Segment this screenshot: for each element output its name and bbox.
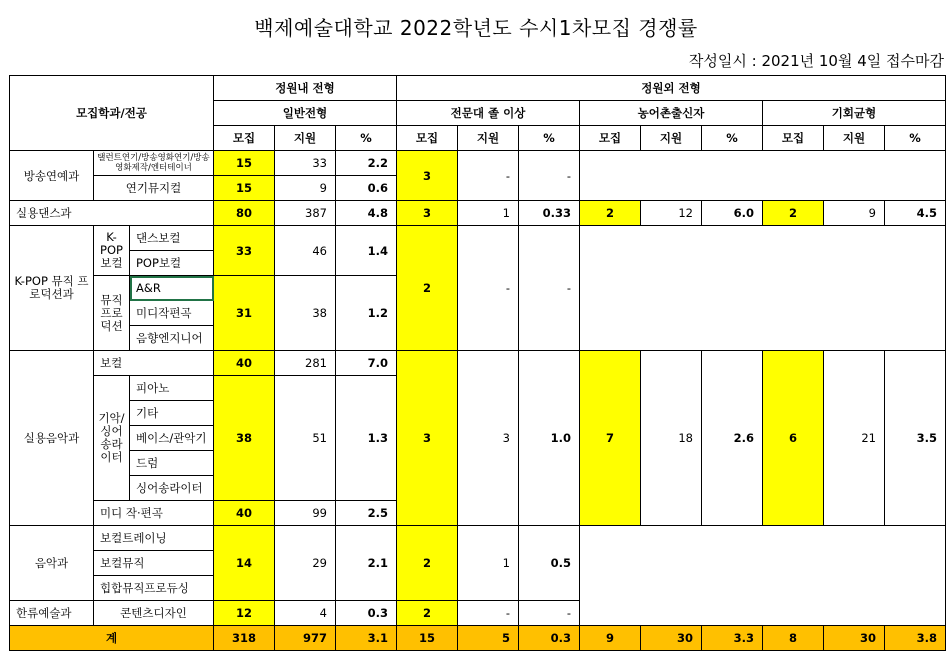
- value-cell: -: [519, 151, 580, 201]
- competition-table: [9, 75, 946, 651]
- value-cell: 9: [824, 201, 885, 226]
- value-cell: 2: [397, 601, 458, 626]
- value-cell: 80: [214, 201, 275, 226]
- header-m: 모집: [214, 126, 275, 151]
- total-cell: 0.3: [519, 626, 580, 651]
- value-cell: 4.5: [885, 201, 946, 226]
- header-p: %: [702, 126, 763, 151]
- value-cell: 0.5: [519, 526, 580, 601]
- total-cell: 8: [763, 626, 824, 651]
- total-cell: 977: [275, 626, 336, 651]
- value-cell: 2.6: [702, 351, 763, 526]
- value-cell: 3: [397, 201, 458, 226]
- value-cell: 40: [214, 501, 275, 526]
- major-cell: POP보컬: [130, 251, 214, 276]
- major-cell: 드럼: [130, 451, 214, 476]
- header-j: 지원: [458, 126, 519, 151]
- value-cell: 281: [275, 351, 336, 376]
- value-cell: 1.3: [336, 376, 397, 501]
- total-cell: 30: [641, 626, 702, 651]
- value-cell: 38: [275, 276, 336, 351]
- header-j: 지원: [824, 126, 885, 151]
- value-cell: 1.0: [519, 351, 580, 526]
- empty-cell: [580, 226, 946, 351]
- header-m: 모집: [763, 126, 824, 151]
- value-cell: 15: [214, 176, 275, 201]
- header-outer: 정원외 전형: [397, 76, 946, 101]
- value-cell: 1.2: [336, 276, 397, 351]
- total-cell: 3.1: [336, 626, 397, 651]
- major-cell: 댄스보컬: [130, 226, 214, 251]
- value-cell: 6: [763, 351, 824, 526]
- total-cell: 9: [580, 626, 641, 651]
- dept-cell: 방송연예과: [10, 151, 94, 201]
- header-j: 지원: [275, 126, 336, 151]
- major-cell: 연기뮤지컬: [94, 176, 214, 201]
- major-cell: 베이스/관악기: [130, 426, 214, 451]
- dept-cell: 한류예술과: [10, 601, 94, 626]
- value-cell: 33: [275, 151, 336, 176]
- header-m: 모집: [580, 126, 641, 151]
- value-cell: 21: [824, 351, 885, 526]
- value-cell: -: [458, 151, 519, 201]
- value-cell: 3: [397, 151, 458, 201]
- major-cell: 보컬: [94, 351, 214, 376]
- value-cell: 29: [275, 526, 336, 601]
- major-cell: 미디작편곡: [130, 301, 214, 326]
- value-cell: 2: [397, 226, 458, 351]
- header-equal: 기회균형: [763, 101, 946, 126]
- value-cell: 2: [397, 526, 458, 601]
- header-p: %: [519, 126, 580, 151]
- value-cell: 1: [458, 526, 519, 601]
- value-cell: 4.8: [336, 201, 397, 226]
- value-cell: 0.6: [336, 176, 397, 201]
- value-cell: -: [458, 601, 519, 626]
- value-cell: 14: [214, 526, 275, 601]
- value-cell: 38: [214, 376, 275, 501]
- value-cell: 1.4: [336, 226, 397, 276]
- major-cell: 피아노: [130, 376, 214, 401]
- header-college: 전문대 졸 이상: [397, 101, 580, 126]
- value-cell: -: [458, 226, 519, 351]
- value-cell: 3.5: [885, 351, 946, 526]
- major-cell: 보컬트레이닝: [94, 526, 214, 551]
- major-cell: 음향엔지니어: [130, 326, 214, 351]
- value-cell: 387: [275, 201, 336, 226]
- sub-group-cell: 뮤직 프로 덕션: [94, 276, 130, 351]
- header-p: %: [885, 126, 946, 151]
- header-p: %: [336, 126, 397, 151]
- major-cell: 탤런트연기/방송영화연기/방송영화제작/엔터테이너: [94, 151, 214, 176]
- empty-cell: [580, 151, 946, 201]
- dept-cell: 실용음악과: [10, 351, 94, 526]
- major-cell: 콘텐츠디자인: [94, 601, 214, 626]
- sub-group-cell: 기악/싱어송라이터: [94, 376, 130, 501]
- value-cell: -: [519, 601, 580, 626]
- value-cell: 46: [275, 226, 336, 276]
- total-cell: 15: [397, 626, 458, 651]
- total-cell: 318: [214, 626, 275, 651]
- dept-cell: 음악과: [10, 526, 94, 601]
- page-title: 백제예술대학교 2022학년도 수시1차모집 경쟁률: [254, 16, 698, 40]
- value-cell: 7: [580, 351, 641, 526]
- value-cell: 18: [641, 351, 702, 526]
- value-cell: 2: [580, 201, 641, 226]
- value-cell: 2.5: [336, 501, 397, 526]
- total-cell: 3.8: [885, 626, 946, 651]
- value-cell: 2.1: [336, 526, 397, 601]
- header-inner: 정원내 전형: [214, 76, 397, 101]
- value-cell: -: [519, 226, 580, 351]
- value-cell: 12: [214, 601, 275, 626]
- value-cell: 33: [214, 226, 275, 276]
- selected-cell[interactable]: A&R: [130, 276, 214, 301]
- value-cell: 31: [214, 276, 275, 351]
- dept-cell: 실용댄스과: [10, 201, 214, 226]
- value-cell: 1: [458, 201, 519, 226]
- header-dept: 모집학과/전공: [10, 76, 214, 151]
- header-general: 일반전형: [214, 101, 397, 126]
- value-cell: 99: [275, 501, 336, 526]
- value-cell: 7.0: [336, 351, 397, 376]
- header-j: 지원: [641, 126, 702, 151]
- value-cell: 2.2: [336, 151, 397, 176]
- value-cell: 40: [214, 351, 275, 376]
- value-cell: 51: [275, 376, 336, 501]
- major-cell: 보컬뮤직: [94, 551, 214, 576]
- value-cell: 0.3: [336, 601, 397, 626]
- date-line: 작성일시 : 2021년 10월 4일 접수마감: [688, 52, 944, 70]
- value-cell: 15: [214, 151, 275, 176]
- value-cell: 6.0: [702, 201, 763, 226]
- major-cell: 힙합뮤직프로듀싱: [94, 576, 214, 601]
- total-cell: 30: [824, 626, 885, 651]
- empty-cell: [580, 526, 946, 626]
- value-cell: 0.33: [519, 201, 580, 226]
- value-cell: 9: [275, 176, 336, 201]
- major-cell: 싱어송라이터: [130, 476, 214, 501]
- dept-cell: K-POP 뮤직 프로덕션과: [10, 226, 94, 351]
- major-cell: 미디 작·편곡: [94, 501, 214, 526]
- value-cell: 2: [763, 201, 824, 226]
- major-cell: 기타: [130, 401, 214, 426]
- value-cell: 3: [458, 351, 519, 526]
- header-rural: 농어촌출신자: [580, 101, 763, 126]
- header-m: 모집: [397, 126, 458, 151]
- total-label: 계: [10, 626, 214, 651]
- value-cell: 4: [275, 601, 336, 626]
- value-cell: 12: [641, 201, 702, 226]
- total-cell: 5: [458, 626, 519, 651]
- sub-group-cell: K-POP 보컬: [94, 226, 130, 276]
- total-cell: 3.3: [702, 626, 763, 651]
- value-cell: 3: [397, 351, 458, 526]
